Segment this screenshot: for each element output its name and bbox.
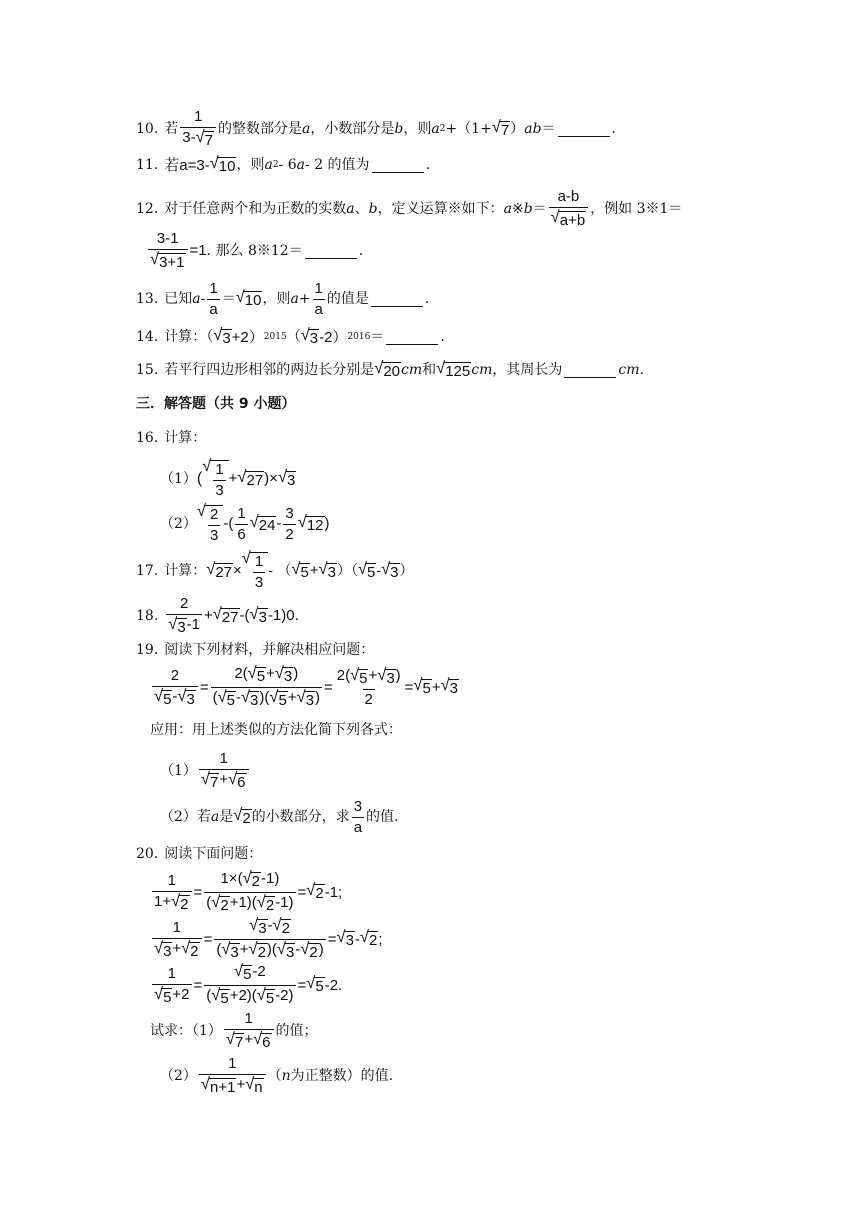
answer-blank[interactable] [564, 363, 616, 378]
question-14: 14. 计算：（ √ 3 +2） 2015 （ √ 3 -2） 2016 ＝ . [136, 326, 445, 347]
question-11: 11. 若a=3- √ 10 ，则 a 2 - 6 a - 2 的值为 . [136, 154, 431, 175]
question-19-apply: 应用：用上述类似的方法化简下列各式： [150, 722, 402, 738]
fraction: $\frac{1}{a}$ [209, 280, 218, 318]
question-20-part-1: 试求：（1） 1 √ 7 + √ 6 的值； [150, 1010, 318, 1051]
answer-blank[interactable] [372, 158, 424, 173]
question-19-example: 2 √ 5 - √ 3 = 2( √ 5 + √ 3 ) ( √ 5 - √ 3 )( √ 5 + √ 3 ) = 2( √ 5 + √ 3 ) 2 = √ 5 + √ 3 [154, 664, 458, 709]
question-10: 10. 若 1 3- √ 7 的整数部分是 a ，小数部分是 b ，则 a 2 +（1+ √ 7 ） ab ＝ . [136, 108, 616, 149]
fraction: a-b √ a+b [549, 188, 589, 230]
question-18: 18. 2 √ 3 -1 + √ 27 -( √ 3 -1) 0 . [136, 595, 300, 636]
answer-blank[interactable] [558, 122, 610, 137]
answer-blank[interactable] [371, 292, 423, 307]
answer-blank[interactable] [386, 330, 438, 345]
answer-blank[interactable] [305, 244, 357, 259]
fraction: $\frac{1}{a}$ [314, 280, 323, 318]
question-15: 15. 若平行四边形相邻的两边长分别是 √ 20 cm 和 √ 125 cm ，其周长为 cm . [136, 359, 644, 380]
question-16-part-2: （2） √ $\frac{2}{3}$ -( $\frac{1}{6}$ √ 24 - $\frac{3}{2}$ √ 12 ) [160, 502, 330, 544]
fraction: 1 3- √ 7 [180, 108, 216, 150]
question-20-example-3: 1 √ 5 +2 = √ 5 -2 ( √ 5 +2)( √ 5 -2) = √ 5 -2. [154, 962, 343, 1007]
fraction: 3-1 √ 3+1 [148, 230, 188, 272]
question-12-cont: 3-1 √ 3+1 =1 . 那么 8※12＝ . [150, 230, 364, 271]
question-20-example-2: 1 √ 3 + √ 2 = √ 3 - √ 2 ( √ 3 + √ 2 )( √ 3 - √ 2 ) = √ 3 - √ 2 ; [154, 916, 383, 961]
question-13: 13. 已知 a - $\frac{1}{a}$ ＝ √ 10 ，则 a + $\frac{1}{a}$ 的值是 . [136, 280, 430, 318]
question-19: 19. 阅读下列材料，并解决相应问题： [136, 642, 375, 658]
question-19-part-1: （1） 1 √ 7 + √ 6 [160, 750, 800, 792]
question-19-part-2: （2）若 a 是 √ 2 的小数部分，求 $\frac{3}{a}$ 的值. [160, 798, 399, 836]
question-17: 17. 计算： √ 27 × √ $\frac{1}{3}$ - （ √ 5 + √ 3 ）（ √ 5 - √ 3 ） [136, 549, 414, 591]
question-20-part-2: （2） 1 √ n+1 + √ n （ n 为正整数）的值. [160, 1055, 394, 1096]
question-20-example-1: 1 1+ √ 2 = 1×( √ 2 -1) ( √ 2 +1)( √ 2 -1) = √ 2 -1; [154, 869, 343, 914]
question-12: 12. 对于任意两个和为正数的实数 a 、 b ，定义运算※如下： a ※ b ＝ a-b √ a+b ，例如 3※1＝ [136, 188, 683, 229]
fraction: 2 √ 3 -1 [168, 595, 201, 636]
question-16-part-1: （1） ( √ $\frac{1}{3}$ + √ 27 )× √ 3 [160, 457, 296, 499]
section-heading: 三．解答题（共 9 小题） [136, 396, 296, 412]
question-20: 20. 阅读下面问题： [136, 846, 263, 862]
question-16: 16. 计算： [136, 430, 207, 446]
